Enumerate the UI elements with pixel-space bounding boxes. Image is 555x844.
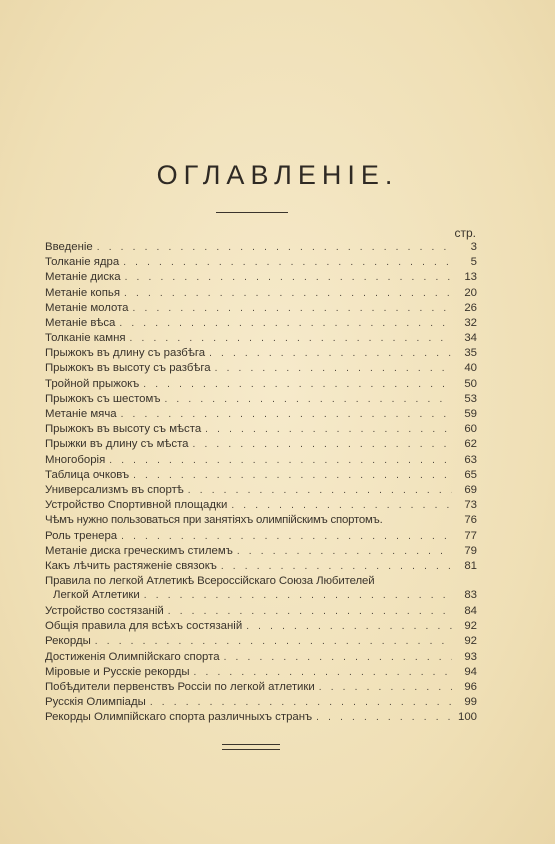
- toc-entry-page: 79: [464, 544, 477, 557]
- toc-entry-label: Достиженiя Олимпiйскаго спорта: [45, 650, 220, 663]
- toc-entry[interactable]: [45, 301, 477, 316]
- toc-entry[interactable]: [45, 513, 477, 528]
- toc-entry-page: 32: [464, 316, 477, 329]
- toc-entry[interactable]: [45, 544, 477, 559]
- leader-dots: [123, 255, 452, 270]
- toc-entry-page: 77: [464, 529, 477, 542]
- toc-entry[interactable]: [45, 377, 477, 392]
- toc-entry[interactable]: [45, 468, 477, 483]
- leader-dots: [188, 483, 452, 498]
- toc-entry-page: 93: [464, 650, 477, 663]
- toc-entry-label: Роль тренера: [45, 529, 118, 542]
- toc-entry-label: Таблица очковъ: [45, 468, 130, 481]
- leader-dots: [124, 286, 452, 301]
- toc-entry-label-line2: Легкой Атлетики: [53, 589, 140, 602]
- toc-entry-label: Метанiе диска греческимъ стилемъ: [45, 544, 233, 557]
- toc-entry-label: Прыжокъ въ высоту съ разбѣга: [45, 362, 211, 375]
- toc-entry[interactable]: [45, 559, 477, 574]
- toc-entry[interactable]: [45, 392, 477, 407]
- leader-dots: [205, 422, 452, 437]
- leader-dots: [143, 377, 452, 392]
- toc-entry-label: Толканiе ядра: [45, 256, 120, 269]
- toc-entry-page: 96: [464, 681, 477, 694]
- leader-dots: [95, 634, 452, 649]
- leader-dots: [164, 392, 452, 407]
- toc-entry-page: 40: [464, 362, 477, 375]
- toc-entry-page: 69: [464, 483, 477, 496]
- toc-entry[interactable]: [45, 710, 477, 725]
- toc-entry-page: 94: [464, 665, 477, 678]
- toc-entry-label: Универсализмъ въ спортѣ: [45, 483, 184, 496]
- leader-dots: [130, 331, 452, 346]
- toc-entry[interactable]: [45, 286, 477, 301]
- title-underline: [216, 212, 288, 213]
- toc-entry-label: Тройной прыжокъ: [45, 377, 140, 390]
- toc-entry-page: 5: [470, 256, 477, 269]
- table-of-contents: [45, 240, 477, 726]
- toc-entry-label: Многоборiя: [45, 453, 106, 466]
- toc-entry-page: 60: [464, 423, 477, 436]
- toc-entry-label: Прыжокъ въ длину съ разбѣга: [45, 347, 206, 360]
- leader-dots: [119, 316, 452, 331]
- toc-entry-label: Какъ лѣчить растяженiе связокъ: [45, 559, 217, 572]
- toc-entry[interactable]: [45, 453, 477, 468]
- leader-dots: [215, 361, 452, 376]
- toc-entry[interactable]: [45, 270, 477, 285]
- toc-entry-label: Метанiе мяча: [45, 408, 117, 421]
- leader-dots: [121, 407, 452, 422]
- toc-entry-label: Прыжки въ длину съ мѣста: [45, 438, 189, 451]
- toc-entry-page: 62: [464, 438, 477, 451]
- toc-entry-page: 65: [464, 468, 477, 481]
- toc-entry[interactable]: [45, 346, 477, 361]
- toc-entry[interactable]: [45, 695, 477, 710]
- leader-dots: [133, 468, 452, 483]
- leader-dots: [109, 453, 452, 468]
- toc-entry-label: Прыжокъ съ шестомъ: [45, 392, 161, 405]
- toc-entry[interactable]: [45, 650, 477, 665]
- toc-entry[interactable]: [45, 604, 477, 619]
- toc-entry-page: 3: [470, 240, 477, 253]
- toc-entry-label: Русскiя Олимпiады: [45, 696, 146, 709]
- toc-entry-label: Устройство состязанiй: [45, 605, 164, 618]
- leader-dots: [193, 437, 452, 452]
- page-column-header: стр.: [454, 226, 476, 240]
- toc-entry-label: Побѣдители первенствъ Россiи по легкой атлетики: [45, 681, 315, 694]
- toc-entry-page: 100: [457, 711, 477, 724]
- toc-entry-page: 99: [464, 696, 477, 709]
- toc-entry-page: 53: [464, 392, 477, 405]
- toc-entry[interactable]: [45, 619, 477, 634]
- toc-entry[interactable]: [45, 529, 477, 544]
- leader-dots: [125, 270, 452, 285]
- toc-entry-page: 83: [464, 589, 477, 602]
- toc-entry[interactable]: [45, 240, 477, 255]
- leader-dots: [221, 559, 452, 574]
- toc-entry-label: Чѣмъ нужно пользоваться при занятiяхъ олимпiйскимъ спортомъ.: [45, 514, 383, 527]
- toc-entry-continuation: [45, 588, 477, 603]
- leader-dots: [97, 240, 452, 255]
- toc-entry-page: 76: [464, 514, 477, 527]
- leader-dots: [168, 604, 452, 619]
- toc-entry-page: 26: [464, 301, 477, 314]
- toc-entry[interactable]: [45, 635, 477, 650]
- toc-entry[interactable]: [45, 498, 477, 513]
- toc-entry-page: 34: [464, 332, 477, 345]
- toc-entry[interactable]: [45, 437, 477, 452]
- toc-entry-page: 13: [464, 271, 477, 284]
- toc-entry[interactable]: [45, 680, 477, 695]
- toc-entry-label: Толканiе камня: [45, 332, 126, 345]
- leader-dots: [194, 665, 452, 680]
- toc-entry[interactable]: [45, 574, 477, 604]
- leader-dots: [319, 680, 452, 695]
- toc-entry-label: Метанiе диска: [45, 271, 121, 284]
- leader-dots: [121, 529, 452, 544]
- toc-entry[interactable]: [45, 422, 477, 437]
- leader-dots: [246, 619, 452, 634]
- toc-entry-page: 73: [464, 499, 477, 512]
- toc-entry[interactable]: [45, 316, 477, 331]
- toc-entry-label: Рекорды Олимпiйскаго спорта различныхъ странъ: [45, 711, 313, 724]
- toc-entry[interactable]: [45, 255, 477, 270]
- toc-entry[interactable]: [45, 483, 477, 498]
- leader-dots: [224, 650, 452, 665]
- toc-entry-page: 92: [464, 620, 477, 633]
- toc-entry[interactable]: [45, 665, 477, 680]
- toc-entry-label: Рекорды: [45, 635, 91, 648]
- leader-dots: [150, 695, 452, 710]
- toc-entry-label: Мiровые и Русскiе рекорды: [45, 665, 190, 678]
- toc-entry-page: 92: [464, 635, 477, 648]
- toc-entry-label: Устройство Спортивной площадки: [45, 499, 228, 512]
- leader-dots: [144, 588, 452, 603]
- leader-dots: [237, 544, 452, 559]
- toc-entry-page: 81: [464, 559, 477, 572]
- leader-dots: [133, 301, 452, 316]
- leader-dots: [209, 346, 452, 361]
- toc-entry[interactable]: [45, 407, 477, 422]
- toc-entry-label: Общiя правила для всѣхъ состязанiй: [45, 620, 243, 633]
- toc-entry-label: Метанiе вѣса: [45, 316, 116, 329]
- leader-dots: [231, 498, 452, 513]
- toc-entry-page: 84: [464, 605, 477, 618]
- toc-entry-label: Прыжокъ въ высоту съ мѣста: [45, 423, 202, 436]
- toc-entry-page: 20: [464, 286, 477, 299]
- toc-entry-label: Правила по легкой Атлетикѣ Всероссiйскаго Союза Любителей: [45, 575, 375, 588]
- page-title: ОГЛАВЛЕНIЕ.: [156, 160, 399, 190]
- toc-entry-page: 63: [464, 453, 477, 466]
- toc-entry-label: Метанiе молота: [45, 301, 129, 314]
- leader-dots: [316, 710, 452, 725]
- toc-entry[interactable]: [45, 331, 477, 346]
- bottom-double-rule: [222, 744, 280, 750]
- toc-entry-page: 50: [464, 377, 477, 390]
- toc-entry-page: 59: [464, 408, 477, 421]
- toc-entry-page: 35: [464, 347, 477, 360]
- toc-entry-label: Введенiе: [45, 240, 93, 253]
- toc-entry-label: Метанiе копья: [45, 286, 121, 299]
- toc-entry[interactable]: [45, 362, 477, 377]
